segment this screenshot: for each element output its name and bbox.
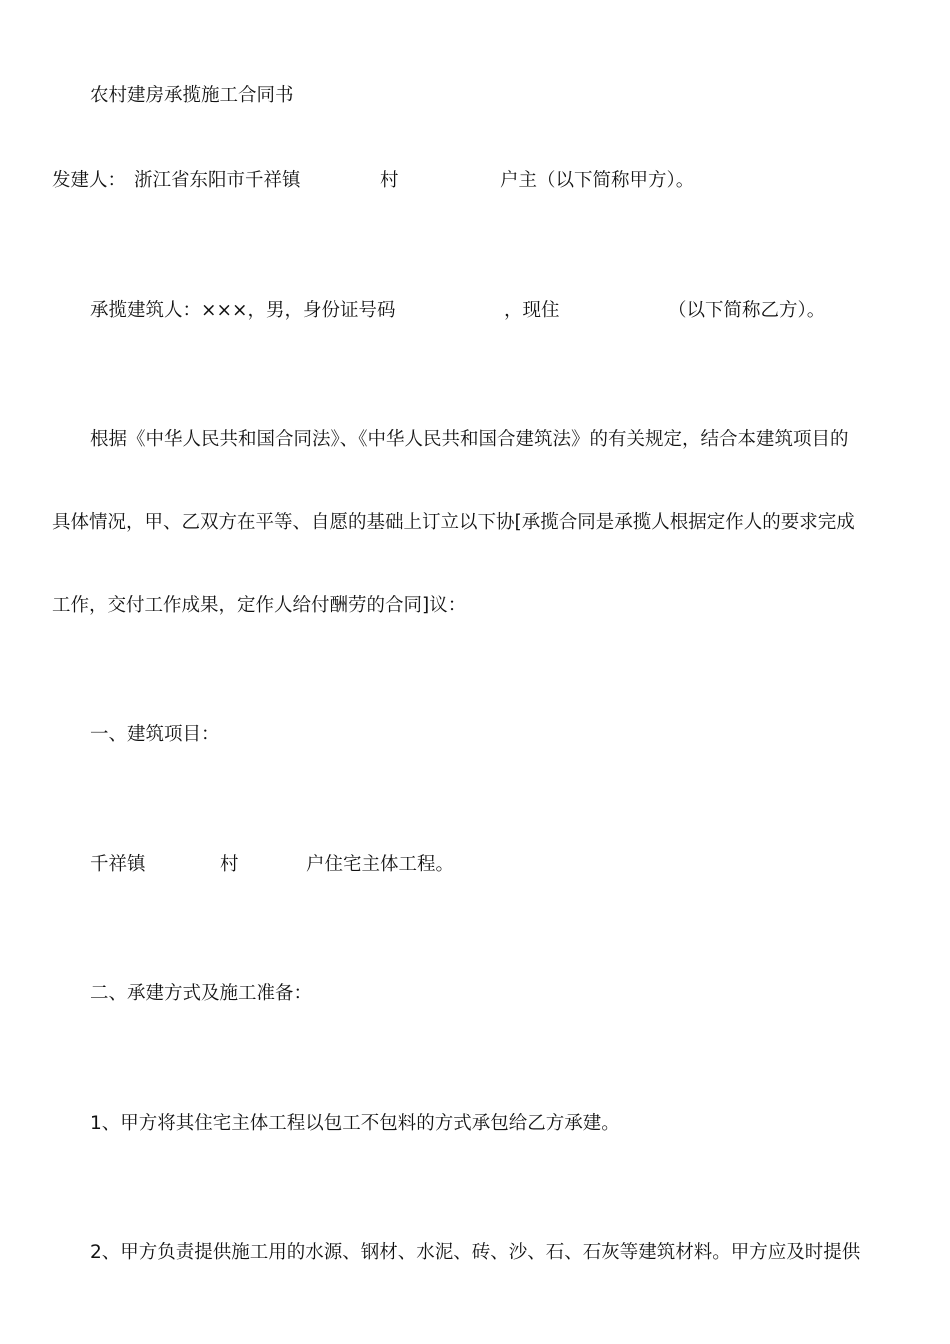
- employer-household: 户主（以下简称甲方）。: [500, 170, 695, 191]
- employer-line: [0, 169, 950, 193]
- employer-label: 发建人：: [52, 170, 127, 191]
- employer-village: 村: [380, 170, 399, 191]
- preamble-line-2: 具体情况，甲、乙双方在平等、自愿的基础上订立以下协[承揽合同是承揽人根据定作人的要求完成: [52, 512, 855, 533]
- document-title: 农村建房承揽施工合同书: [90, 85, 294, 106]
- contractor-line: [0, 299, 950, 323]
- section1-project: 户住宅主体工程。: [306, 854, 455, 875]
- section1-town: 千祥镇: [90, 854, 146, 875]
- preamble-line-1: 根据《中华人民共和国合同法》、《中华人民共和国合建筑法》的有关规定，结合本建筑项目的: [90, 429, 849, 450]
- contractor-label: 承揽建筑人：×××，男，身份证号码: [90, 300, 396, 321]
- section1-village: 村: [220, 854, 239, 875]
- section2-item-2: 2、甲方负责提供施工用的水源、钢材、水泥、砖、沙、石、石灰等建筑材料。甲方应及时提供: [90, 1242, 861, 1263]
- contractor-alias: （以下简称乙方）。: [668, 300, 826, 321]
- employer-address: 浙江省东阳市千祥镇: [134, 170, 301, 191]
- section1-project-line: [0, 853, 950, 877]
- contractor-residence: ，现住: [504, 300, 560, 321]
- section2-item-1: 1、甲方将其住宅主体工程以包工不包料的方式承包给乙方承建。: [90, 1113, 620, 1134]
- section2-heading: 二、承建方式及施工准备：: [90, 983, 313, 1004]
- section1-heading: 一、建筑项目：: [90, 724, 220, 745]
- preamble-line-3: 工作，交付工作成果，定作人给付酬劳的合同]议：: [52, 595, 467, 616]
